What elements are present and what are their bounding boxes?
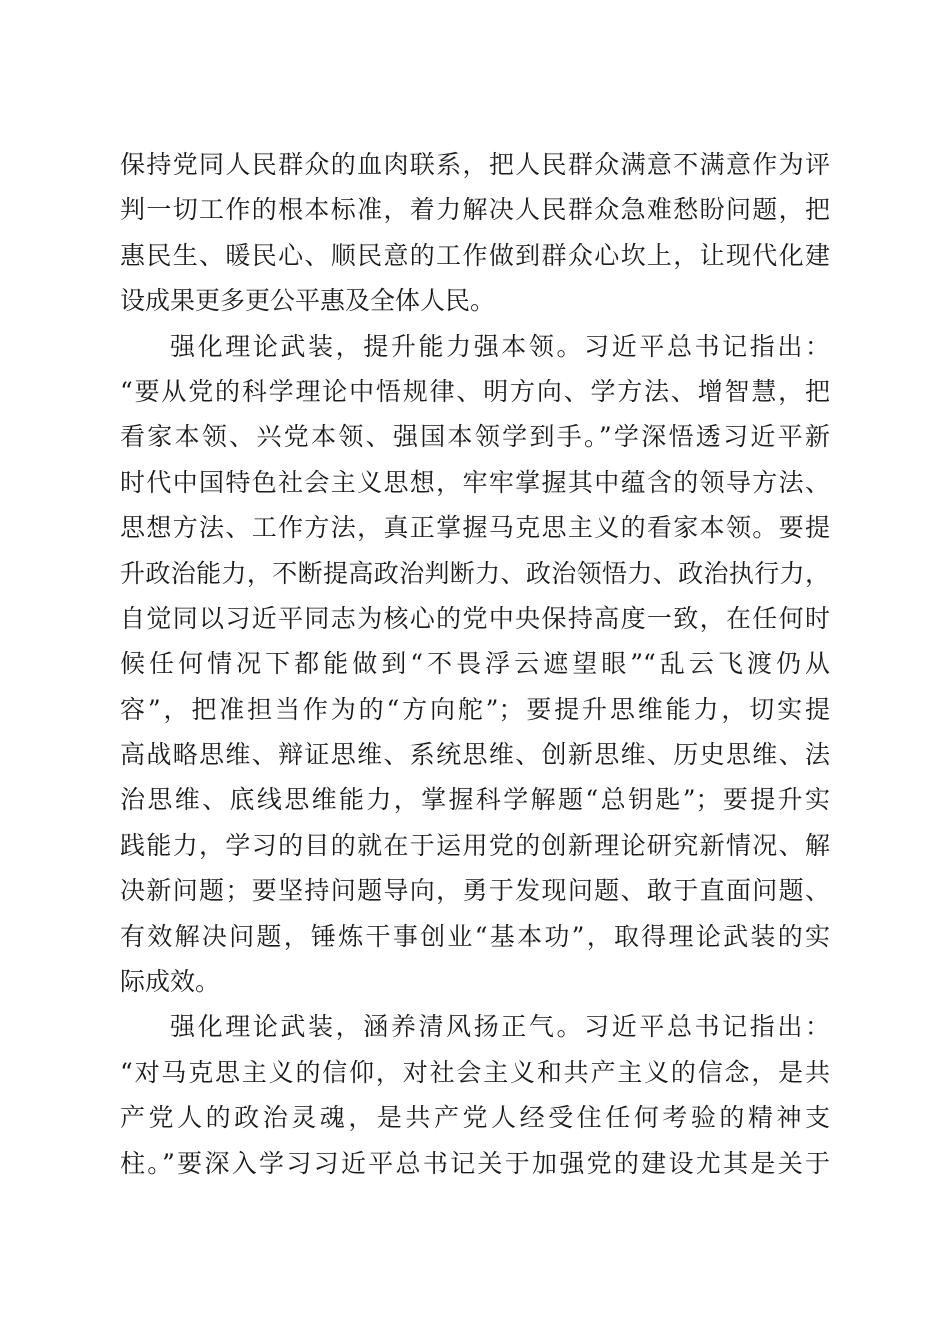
text-line: 思想方法、工作方法，真正掌握马克思主义的看家本领。要提 [120,513,830,543]
text-line: “要从党的科学理论中悟规律、明方向、学方法、增智慧，把 [120,376,830,406]
document-body [120,142,830,1186]
paragraph [120,1004,830,1186]
text-line: 看家本领、兴党本领、强国本领学到手。”学深悟透习近平新 [120,422,830,452]
text-line: 强化理论武装，提升能力强本领。习近平总书记指出： [170,331,830,361]
text-line: 高战略思维、辩证思维、系统思维、创新思维、历史思维、法 [120,740,830,770]
text-line: 治思维、底线思维能力，掌握科学解题“总钥匙”；要提升实 [120,785,830,815]
text-line: 自觉同以习近平同志为核心的党中央保持高度一致，在任何时 [120,603,830,633]
text-line: 升政治能力，不断提高政治判断力、政治领悟力、政治执行力， [120,558,830,588]
text-line: 时代中国特色社会主义思想，牢牢掌握其中蕴含的领导方法、 [120,467,830,497]
text-line: 践能力，学习的目的就在于运用党的创新理论研究新情况、解 [120,830,830,860]
text-line: 产党人的政治灵魂，是共产党人经受住任何考验的精神支 [120,1103,830,1133]
text-line: 惠民生、暖民心、顺民意的工作做到群众心坎上，让现代化建 [120,240,830,270]
text-line: 保持党同人民群众的血肉联系，把人民群众满意不满意作为评 [120,150,830,179]
text-line: 候任何情况下都能做到“不畏浮云遮望眼”“乱云飞渡仍从 [120,649,830,679]
text-line: 强化理论武装，涵养清风扬正气。习近平总书记指出： [170,1012,830,1042]
text-line: 设成果更多更公平惠及全体人民。 [120,286,496,316]
paragraph [120,324,830,1005]
text-line: “对马克思主义的信仰，对社会主义和共产主义的信念，是共 [120,1057,830,1087]
text-line: 判一切工作的根本标准，着力解决人民群众急难愁盼问题，把 [120,195,830,225]
text-line: 有效解决问题，锤炼干事创业“基本功”，取得理论武装的实 [120,921,830,951]
text-line: 柱。”要深入学习习近平总书记关于加强党的建设尤其是关于 [120,1148,830,1178]
text-line: 际成效。 [120,967,221,997]
text-line: 决新问题；要坚持问题导向，勇于发现问题、敢于直面问题、 [120,876,830,906]
text-line: 容”，把准担当作为的“方向舵”；要提升思维能力，切实提 [120,694,830,724]
paragraph [120,142,830,324]
